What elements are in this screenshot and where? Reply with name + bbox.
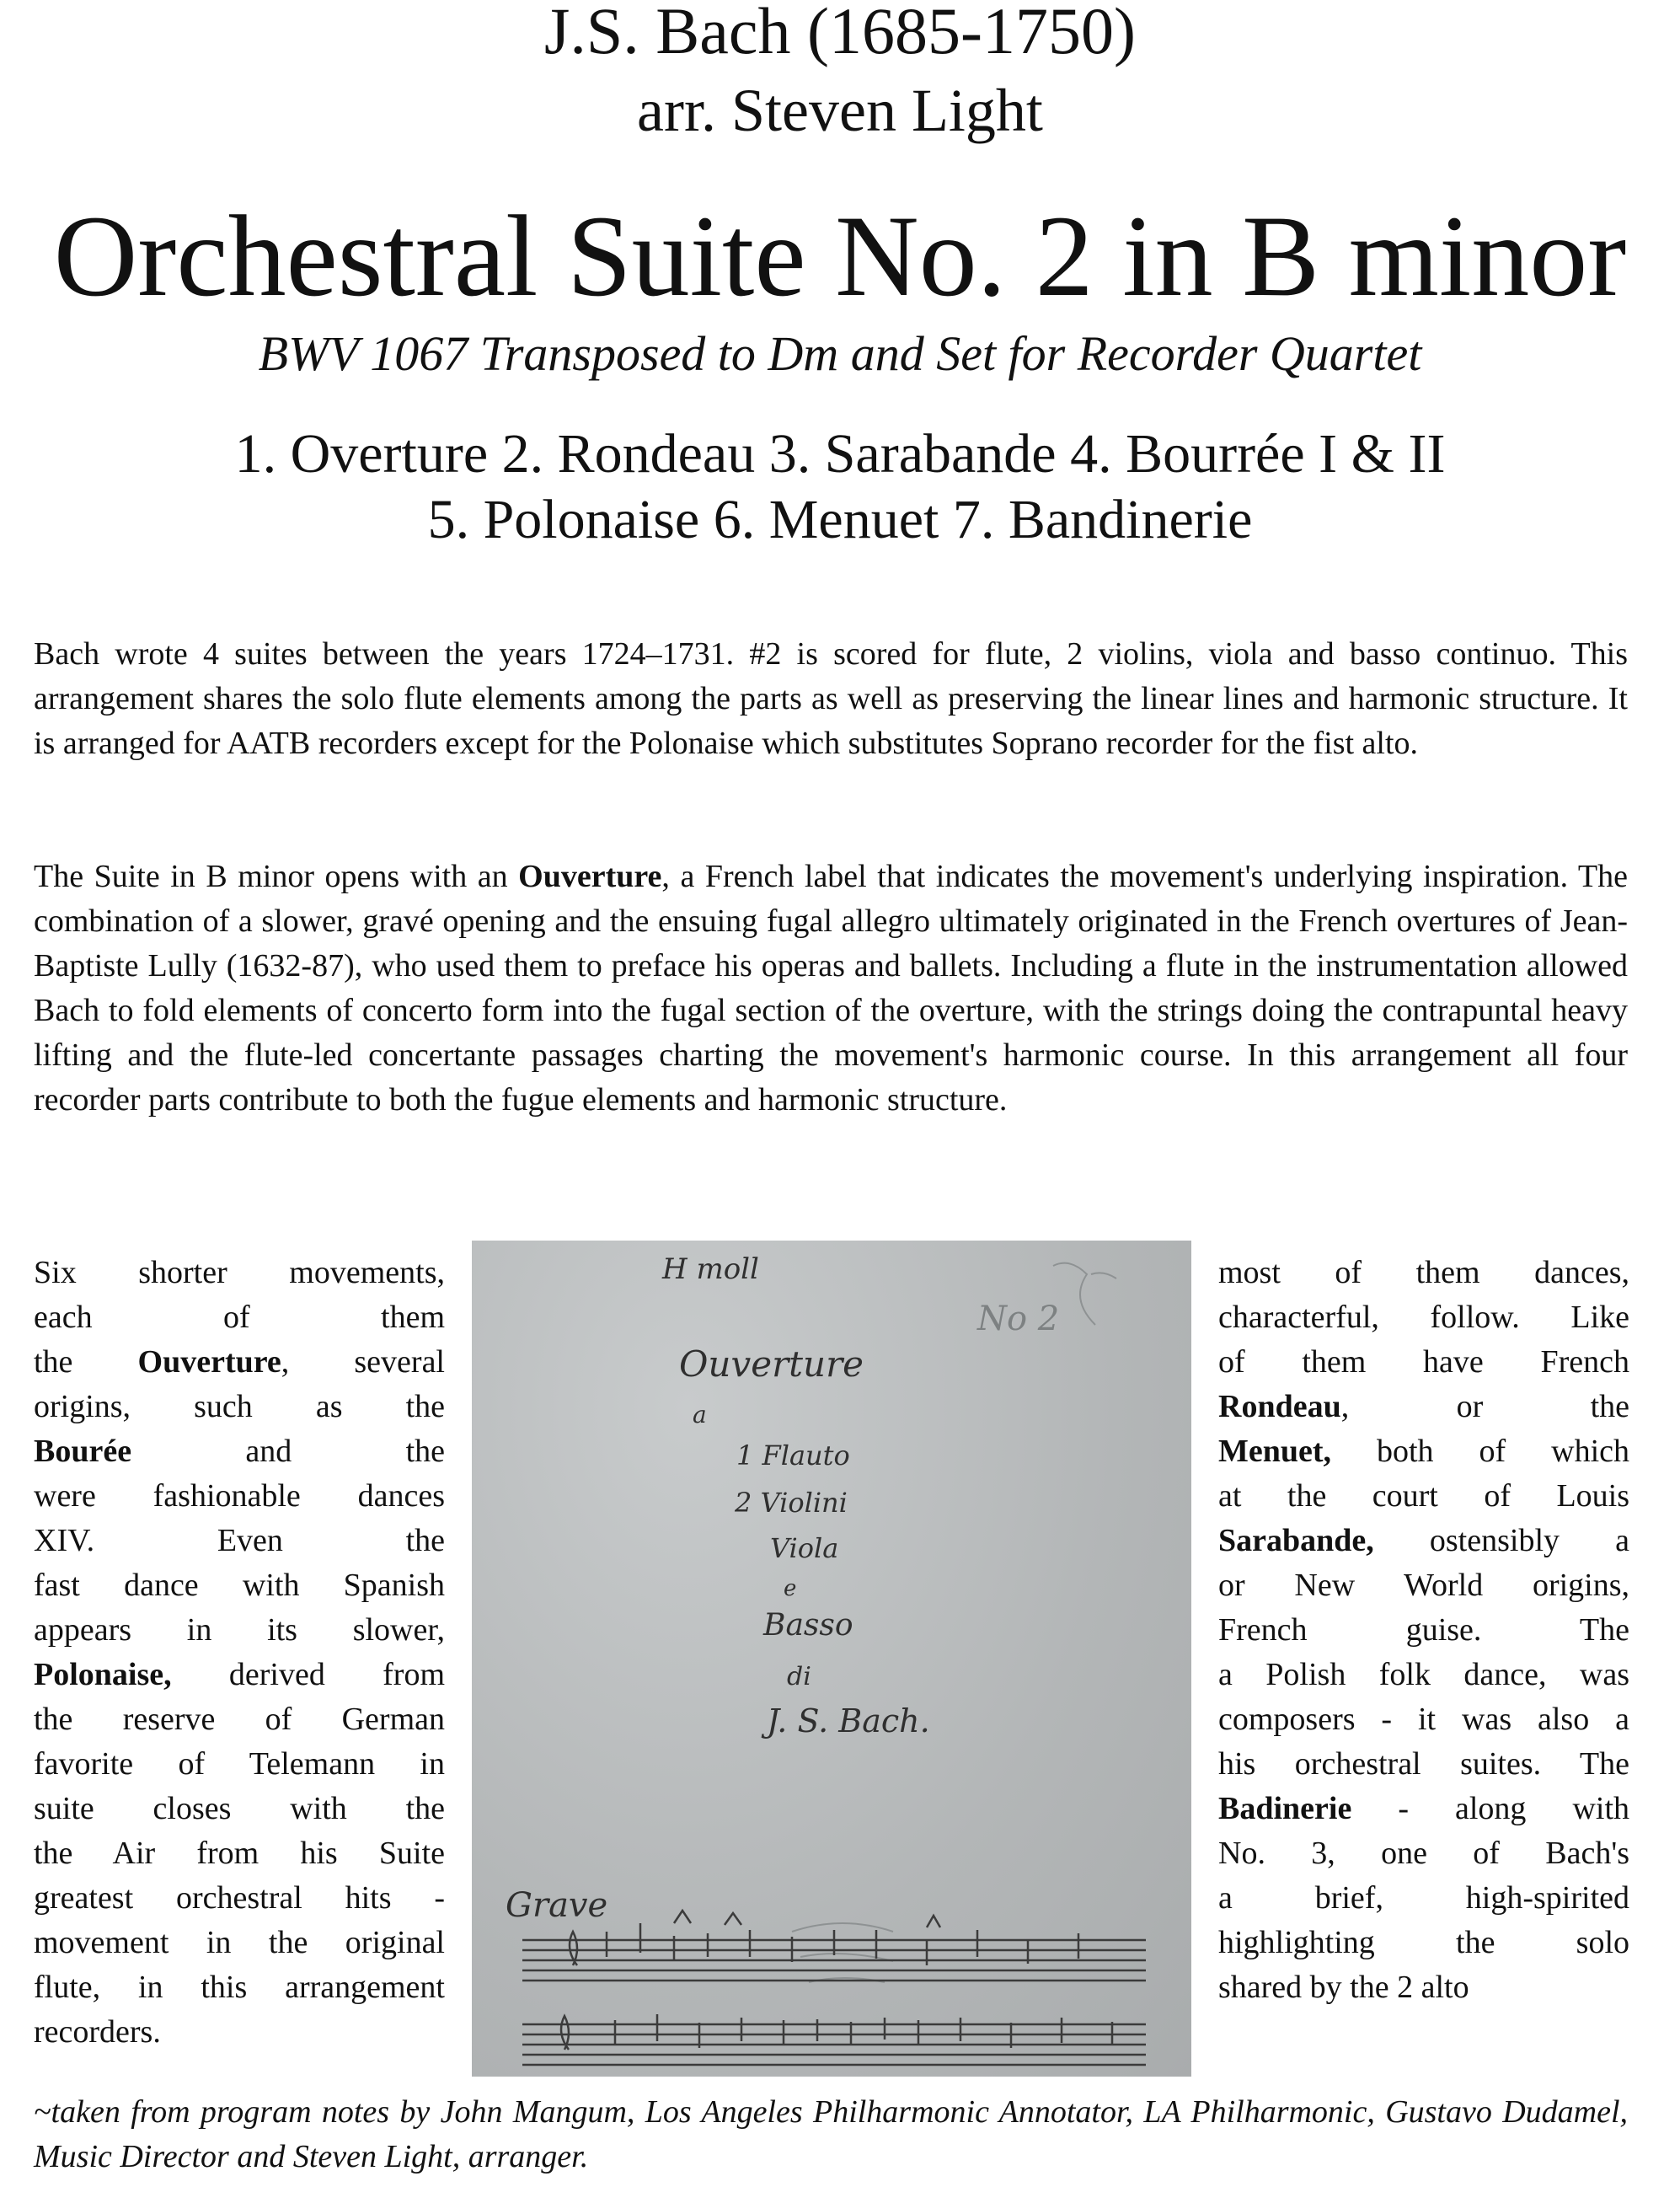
ouverture-paragraph-text: The Suite in B minor opens with an <box>34 859 519 894</box>
column-text: , or the <box>1340 1389 1629 1424</box>
right-column-line: of them have French <box>1218 1344 1629 1380</box>
left-column-line: Six shorter movements, <box>34 1255 445 1290</box>
left-column-line: were fashionable dances <box>34 1478 445 1514</box>
left-column-line: recorders. <box>34 2014 161 2050</box>
movement-term: Ouverture <box>137 1344 281 1380</box>
manuscript-key-label: H moll <box>662 1252 759 1286</box>
left-column-line: the reserve of German <box>34 1702 445 1737</box>
manuscript-tempo-label: Grave <box>506 1886 608 1925</box>
manuscript-line: 1 Flauto <box>736 1439 850 1471</box>
left-column-line: origins, such as the <box>34 1389 445 1424</box>
left-text-column <box>34 1251 445 2055</box>
right-column-line <box>1218 1385 1629 1429</box>
manuscript-line: 2 Violini <box>735 1487 848 1519</box>
manuscript-line: Viola <box>770 1532 839 1564</box>
right-column-line: at the court of Louis <box>1218 1478 1629 1514</box>
column-text: the <box>34 1344 138 1380</box>
movement-list-line-2: 5. Polonaise 6. Menuet 7. Bandinerie <box>427 488 1253 550</box>
ouverture-term: Ouverture <box>518 859 662 894</box>
manuscript-faded-note <box>792 1923 893 1982</box>
right-column-line <box>1218 1429 1629 1474</box>
column-text: derived from <box>171 1657 445 1692</box>
ouverture-paragraph <box>34 855 1628 1123</box>
movement-term: Sarabande, <box>1218 1523 1374 1558</box>
left-column-line: XIV. Even the <box>34 1523 445 1558</box>
left-column-line: each of them <box>34 1300 445 1335</box>
left-column-line: suite closes with the <box>34 1791 445 1826</box>
left-column-line <box>34 1653 445 1697</box>
left-column-line: movement in the original <box>34 1925 445 1960</box>
left-column-line <box>34 1340 445 1385</box>
movement-list-line-1: 1. Overture 2. Rondeau 3. Sarabande 4. Bourrée I & II <box>234 423 1446 485</box>
column-text: - along with <box>1351 1791 1629 1826</box>
column-text: both of which <box>1331 1434 1629 1469</box>
right-column-line: a brief, high-spirited <box>1218 1880 1629 1916</box>
manuscript-line: a <box>693 1401 707 1429</box>
right-column-line: a Polish folk dance, was <box>1218 1657 1629 1692</box>
manuscript-catalog-mark <box>1053 1263 1116 1325</box>
manuscript-composer-signature: J. S. Bach. <box>767 1702 930 1739</box>
movement-term: Polonaise, <box>34 1657 172 1692</box>
arranger-heading: arr. Steven Light <box>637 77 1043 144</box>
manuscript-line: Basso <box>763 1608 853 1643</box>
right-column-line: shared by the 2 alto <box>1218 1970 1469 2005</box>
column-text: and the <box>131 1434 445 1469</box>
right-column-line <box>1218 1519 1629 1563</box>
right-column-line: most of them dances, <box>1218 1255 1629 1290</box>
right-column-line: No. 3, one of Bach's <box>1218 1836 1629 1871</box>
composer-heading: J.S. Bach (1685-1750) <box>544 0 1136 67</box>
movement-term: Menuet, <box>1218 1434 1332 1469</box>
right-column-line <box>1218 1787 1629 1831</box>
left-column-line <box>34 1429 445 1474</box>
manuscript-image <box>472 1241 1191 2077</box>
right-column-line: his orchestral suites. The <box>1218 1746 1629 1782</box>
left-column-line: the Air from his Suite <box>34 1836 445 1871</box>
left-column-line: appears in its slower, <box>34 1612 445 1648</box>
page-title: Orchestral Suite No. 2 in B minor <box>53 191 1627 320</box>
column-text: , several <box>281 1344 445 1380</box>
left-column-line: flute, in this arrangement <box>34 1970 445 2005</box>
right-column-line: highlighting the solo <box>1218 1925 1629 1960</box>
right-text-column <box>1218 1251 1629 2010</box>
intro-paragraph: Bach wrote 4 suites between the years 1724–1731. #2 is scored for flute, 2 violins, viola and basso continuo. This arrangement shares the solo flute elements among the parts as well as preserving the linear lines and harmonic structure. It is arranged for AATB recorders except for the Polonaise which substitutes Soprano recorder for the fist alto. <box>34 636 1628 761</box>
page-subtitle: BWV 1067 Transposed to Dm and Set for Recorder Quartet <box>258 326 1422 381</box>
movement-term: Rondeau <box>1218 1389 1341 1424</box>
ouverture-paragraph-text: , a French label that indicates the movement's underlying inspiration. The combination of a slower, gravé opening and the ensuing fugal allegro ultimately originated in the French overtures of Jean-Baptiste Lully (1632-87), who used them to preface his operas and ballets. Including a flute in the instrumentation allowed Bach to fold elements of concerto form into the fugal section of the overture, with the strings doing the contrapuntal heavy lifting and the flute-led concertante passages charting the movement's harmonic course. In this arrangement all four recorder parts contribute to both the fugue elements and harmonic structure. <box>34 859 1628 1118</box>
footnote: ~taken from program notes by John Mangum, Los Angeles Philharmonic Annotator, LA Philharmonic, Gustavo Dudamel, Music Director and Steven Light, arranger. <box>34 2094 1628 2174</box>
movement-term: Bourée <box>34 1434 132 1469</box>
movement-term: Badinerie <box>1218 1791 1352 1826</box>
right-column-line: French guise. The <box>1218 1612 1629 1648</box>
right-column-line: composers - it was also a <box>1218 1702 1629 1737</box>
right-column-line: characterful, follow. Like <box>1218 1300 1629 1335</box>
left-column-line: fast dance with Spanish <box>34 1568 445 1603</box>
left-column-line: greatest orchestral hits - <box>34 1880 445 1916</box>
movement-list <box>0 421 1680 553</box>
manuscript-line: e <box>784 1576 797 1601</box>
column-text: ostensibly a <box>1373 1523 1629 1558</box>
manuscript-catalog-label: No 2 <box>977 1300 1060 1338</box>
left-column-line: favorite of Telemann in <box>34 1746 445 1782</box>
manuscript-line: di <box>787 1662 811 1691</box>
manuscript-title-label: Ouverture <box>679 1343 864 1385</box>
right-column-line: or New World origins, <box>1218 1568 1629 1603</box>
